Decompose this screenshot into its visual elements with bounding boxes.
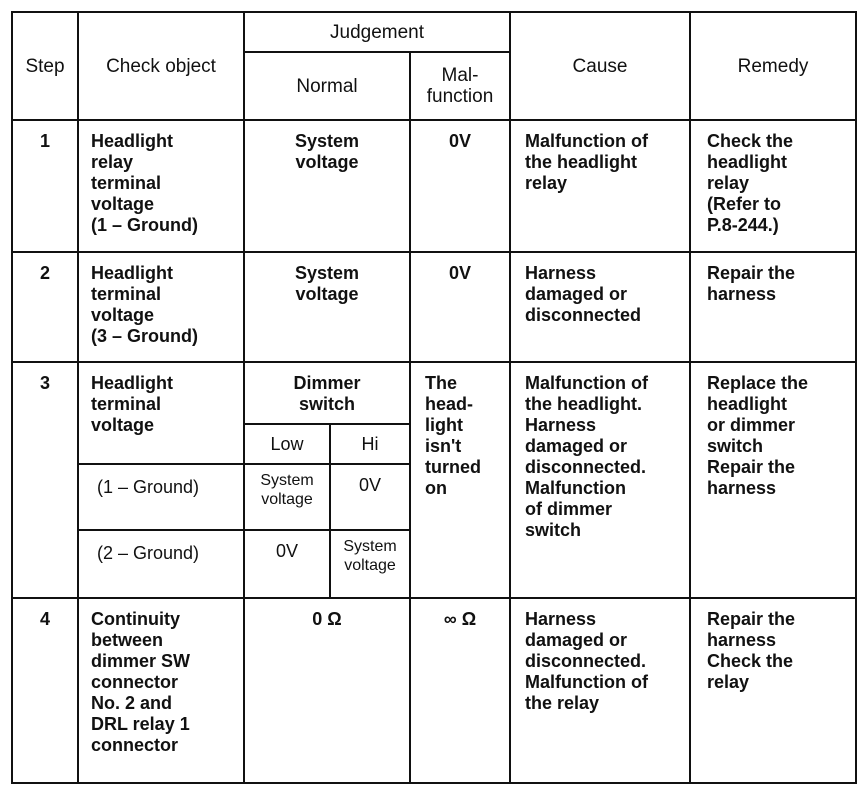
- malfunction-cell: 0V: [410, 120, 510, 252]
- dimmer-low-header: Low: [244, 424, 330, 464]
- remedy-cell: Check the headlight relay (Refer to P.8-244.): [690, 120, 856, 252]
- header-remedy: Remedy: [690, 12, 856, 120]
- normal-cell: 0 Ω: [244, 598, 410, 783]
- malfunction-cell: ∞ Ω: [410, 598, 510, 783]
- cause-cell: Harness damaged or disconnected: [510, 252, 690, 362]
- header-row-top: [12, 12, 856, 52]
- step-cell: 1: [12, 120, 78, 252]
- dimmer-hi-cell: 0V: [330, 464, 410, 530]
- normal-cell: System voltage: [244, 252, 410, 362]
- table-row: [12, 598, 856, 783]
- header-normal: Normal: [244, 52, 410, 120]
- troubleshooting-page: [11, 11, 855, 782]
- cause-cell: Malfunction of the headlight. Harness damaged or disconnected. Malfunction of dimmer switch: [510, 362, 690, 598]
- sub-check-object-cell: (2 – Ground): [78, 530, 244, 598]
- remedy-cell: Repair the harness: [690, 252, 856, 362]
- check-object-cell: Headlight terminal voltage (3 – Ground): [78, 252, 244, 362]
- step-cell: 4: [12, 598, 78, 783]
- header-check-object: Check object: [78, 12, 244, 120]
- check-object-cell: Headlight terminal voltage: [78, 362, 244, 464]
- table-row: [12, 362, 856, 424]
- header-step: Step: [12, 12, 78, 120]
- header-malfunction: Mal- function: [410, 52, 510, 120]
- header-judgement: Judgement: [244, 12, 510, 52]
- dimmer-hi-header: Hi: [330, 424, 410, 464]
- header-cause: Cause: [510, 12, 690, 120]
- remedy-cell: Replace the headlight or dimmer switch Repair the harness: [690, 362, 856, 598]
- cause-cell: Malfunction of the headlight relay: [510, 120, 690, 252]
- malfunction-cell: The head- light isn't turned on: [410, 362, 510, 598]
- dimmer-low-cell: System voltage: [244, 464, 330, 530]
- dimmer-switch-cell: Dimmer switch: [244, 362, 410, 424]
- remedy-cell: Repair the harness Check the relay: [690, 598, 856, 783]
- step-cell: 2: [12, 252, 78, 362]
- dimmer-hi-cell: System voltage: [330, 530, 410, 598]
- dimmer-low-cell: 0V: [244, 530, 330, 598]
- normal-cell: System voltage: [244, 120, 410, 252]
- table-row: [12, 252, 856, 362]
- sub-check-object-cell: (1 – Ground): [78, 464, 244, 530]
- table-row: [12, 120, 856, 252]
- step-cell: 3: [12, 362, 78, 598]
- malfunction-cell: 0V: [410, 252, 510, 362]
- check-object-cell: Headlight relay terminal voltage (1 – Ground): [78, 120, 244, 252]
- cause-cell: Harness damaged or disconnected. Malfunction of the relay: [510, 598, 690, 783]
- troubleshooting-table: [11, 11, 857, 784]
- check-object-cell: Continuity between dimmer SW connector No. 2 and DRL relay 1 connector: [78, 598, 244, 783]
